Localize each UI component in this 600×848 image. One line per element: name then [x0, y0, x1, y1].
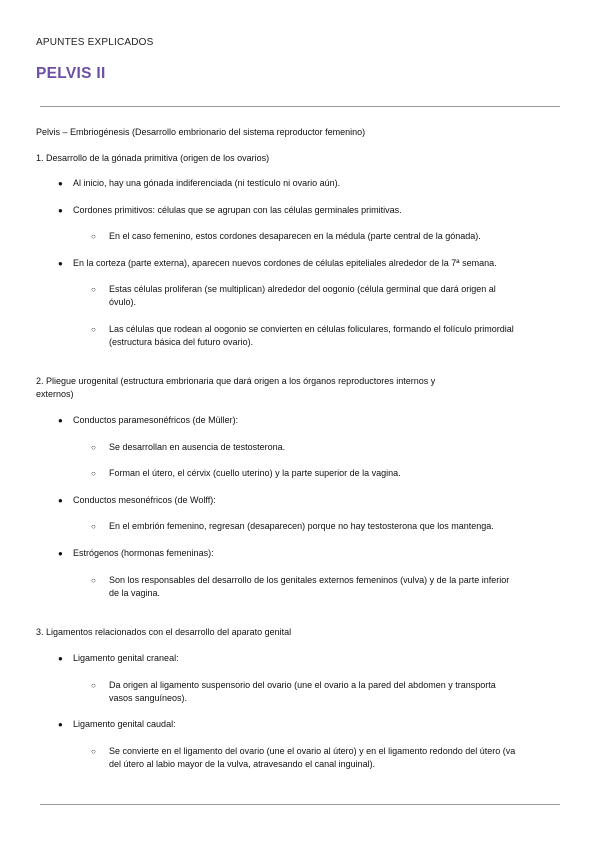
- section3-item1-sub1-line1: Da origen al ligamento suspensorio del ovario (une el ovario a la pared del abdomen y transporta: [109, 680, 496, 690]
- bottom-divider: [40, 804, 560, 805]
- circle-bullet-icon: ○: [91, 232, 96, 241]
- section3-item2-sub1-line2: del útero al labio mayor de la vulva, atravesando el canal inguinal).: [109, 759, 376, 769]
- section2-item2: Conductos mesonéfricos (de Wolff):: [73, 495, 216, 505]
- section1-item3: En la corteza (parte externa), aparecen nuevos cordones de células epiteliales alrededor de la 7ª semana.: [73, 258, 497, 268]
- section1-item1: Al inicio, hay una gónada indiferenciada (ni testículo ni ovario aún).: [73, 178, 341, 188]
- circle-bullet-icon: ○: [91, 681, 96, 690]
- section3-item1: Ligamento genital craneal:: [73, 653, 179, 663]
- bullet-icon: ●: [58, 259, 63, 268]
- bullet-icon: ●: [58, 549, 63, 558]
- bullet-icon: ●: [58, 654, 63, 663]
- circle-bullet-icon: ○: [91, 522, 96, 531]
- circle-bullet-icon: ○: [91, 576, 96, 585]
- section3-item1-sub1-line2: vasos sanguíneos).: [109, 693, 188, 703]
- section1-heading: 1. Desarrollo de la gónada primitiva (origen de los ovarios): [36, 153, 270, 163]
- section2-item1-sub2: Forman el útero, el cérvix (cuello uterino) y la parte superior de la vagina.: [109, 468, 401, 478]
- section2-item3-sub1-line1: Son los responsables del desarrollo de los genitales externos femeninos (vulva) y de la parte inferior: [109, 575, 510, 585]
- section2-heading-line2: externos): [36, 389, 74, 399]
- section2-item3: Estrógenos (hormonas femeninas):: [73, 548, 214, 558]
- section1-item3-sub2-line2: (estructura básica del futuro ovario).: [109, 337, 254, 347]
- section2-item1: Conductos paramesonéfricos (de Müller):: [73, 415, 239, 425]
- section3-item2-sub1-line1: Se convierte en el ligamento del ovario (une el ovario al útero) y en el ligamento redondo del útero (va: [109, 746, 516, 756]
- circle-bullet-icon: ○: [91, 747, 96, 756]
- section3-heading: 3. Ligamentos relacionados con el desarrollo del aparato genital: [36, 627, 292, 637]
- section1-item3-sub1-line1: Estas células proliferan (se multiplican) alrededor del oogonio (célula germinal que dará origen al: [109, 284, 496, 294]
- document-tag: APUNTES EXPLICADOS: [36, 37, 154, 48]
- section1-item3-sub2-line1: Las células que rodean al oogonio se convierten en células foliculares, formando el folículo primordial: [109, 324, 514, 334]
- bullet-icon: ●: [58, 496, 63, 505]
- section2-item3-sub1-line2: de la vagina.: [109, 588, 161, 598]
- bullet-icon: ●: [58, 416, 63, 425]
- intro-line: Pelvis – Embriogénesis (Desarrollo embrionario del sistema reproductor femenino): [36, 127, 366, 137]
- section2-heading-line1: 2. Pliegue urogenital (estructura embrionaria que dará origen a los órganos reproductores internos y: [36, 376, 436, 386]
- circle-bullet-icon: ○: [91, 469, 96, 478]
- bullet-icon: ●: [58, 720, 63, 729]
- circle-bullet-icon: ○: [91, 325, 96, 334]
- section2-item1-sub1: Se desarrollan en ausencia de testosterona.: [109, 442, 286, 452]
- circle-bullet-icon: ○: [91, 285, 96, 294]
- page-title: PELVIS II: [36, 65, 106, 82]
- bullet-icon: ●: [58, 179, 63, 188]
- top-divider: [40, 106, 560, 107]
- section1-item2: Cordones primitivos: células que se agrupan con las células germinales primitivas.: [73, 205, 402, 215]
- circle-bullet-icon: ○: [91, 443, 96, 452]
- section1-item3-sub1-line2: óvulo).: [109, 297, 137, 307]
- section3-item2: Ligamento genital caudal:: [73, 719, 176, 729]
- bullet-icon: ●: [58, 206, 63, 215]
- section1-item2-sub1: En el caso femenino, estos cordones desaparecen en la médula (parte central de la gónada).: [109, 231, 481, 241]
- section2-item2-sub1: En el embrión femenino, regresan (desaparecen) porque no hay testosterona que los mantenga.: [109, 521, 494, 531]
